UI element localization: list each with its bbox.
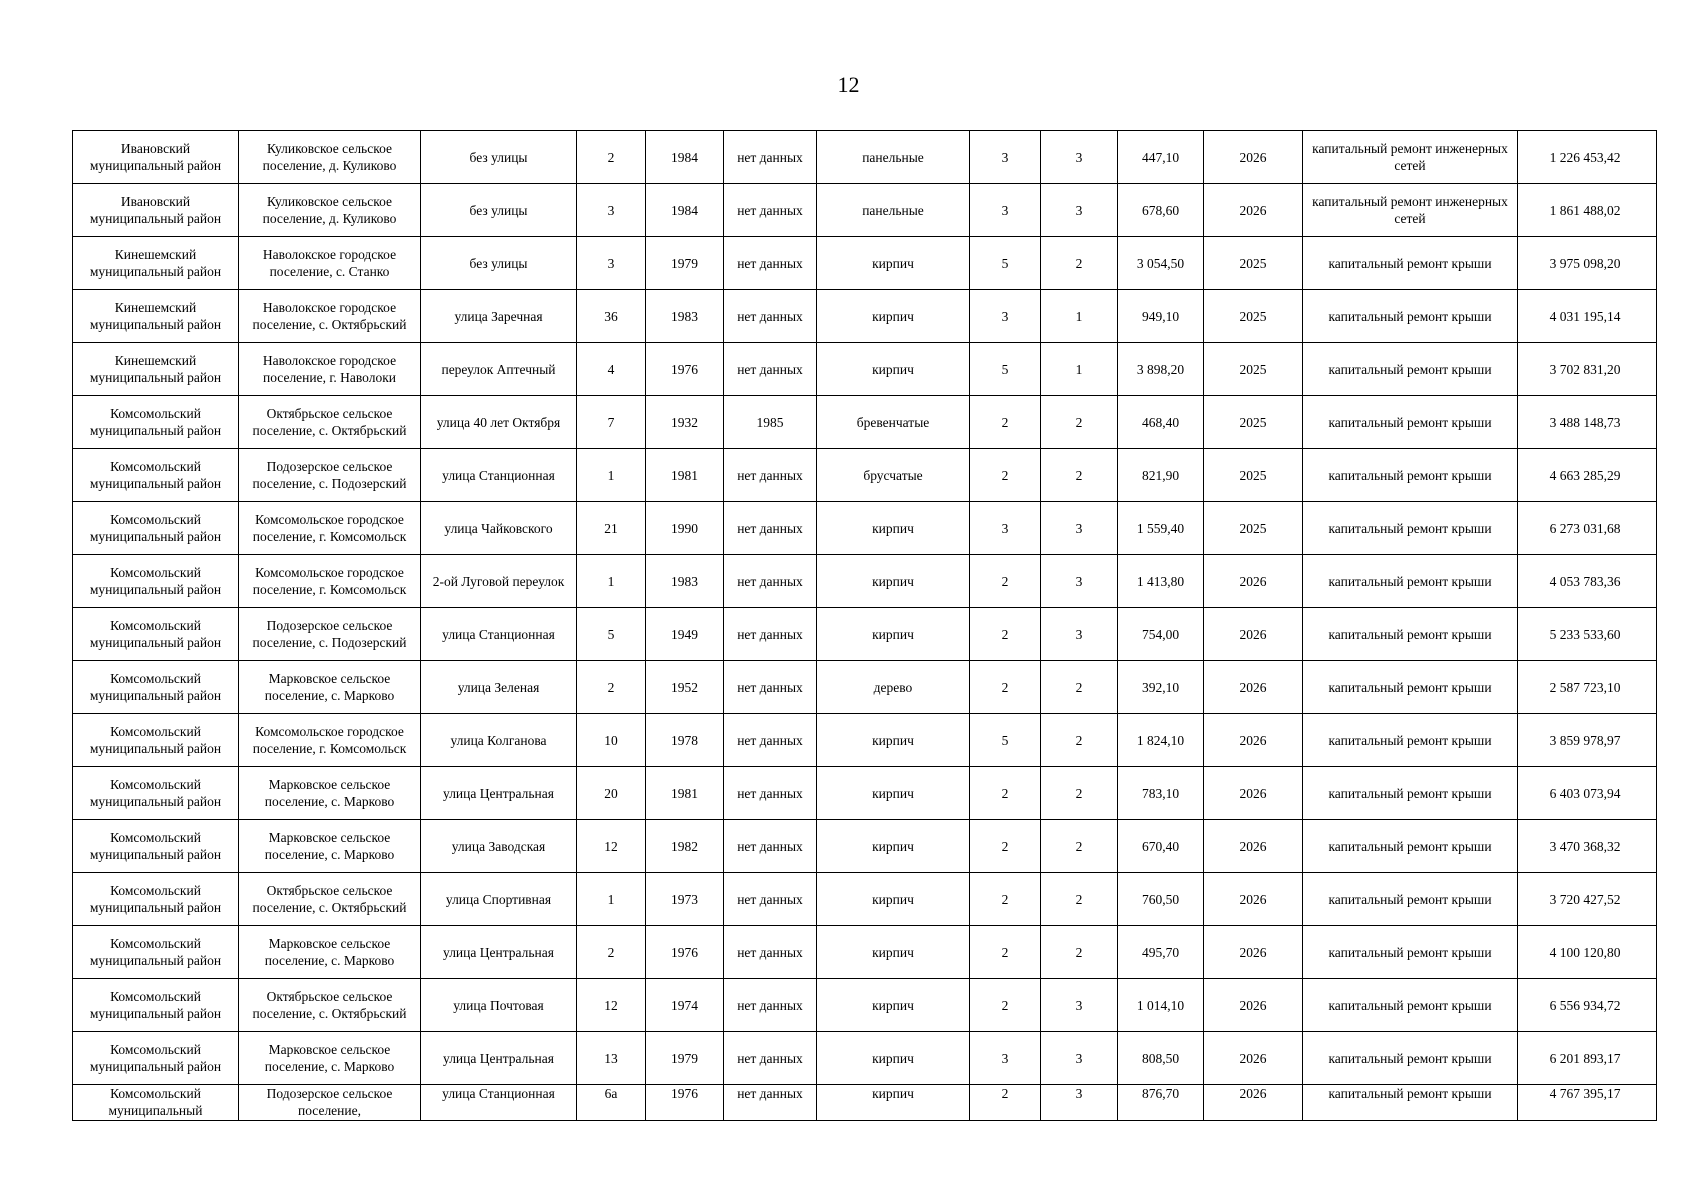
cell-municipal-district: Комсомольский муниципальный район xyxy=(73,449,239,502)
cell-planned-year: 2026 xyxy=(1204,926,1303,979)
table-row xyxy=(73,555,1657,608)
table-body xyxy=(73,131,1657,1121)
cell-amount: 4 767 395,17 xyxy=(1518,1085,1657,1121)
cell-settlement: Куликовское сельское поселение, д. Куликово xyxy=(239,131,421,184)
table-row xyxy=(73,502,1657,555)
cell-entrances: 1 xyxy=(1041,343,1118,396)
cell-settlement: Комсомольское городское поселение, г. Комсомольск xyxy=(239,502,421,555)
cell-year-renovated: нет данных xyxy=(724,820,817,873)
cell-area: 495,70 xyxy=(1118,926,1204,979)
cell-wall-material: брусчатые xyxy=(817,449,970,502)
cell-amount: 6 273 031,68 xyxy=(1518,502,1657,555)
cell-floors: 2 xyxy=(970,661,1041,714)
cell-house-number: 10 xyxy=(577,714,646,767)
cell-floors: 2 xyxy=(970,767,1041,820)
cell-settlement: Октябрьское сельское поселение, с. Октябрьский xyxy=(239,979,421,1032)
cell-work-type: капитальный ремонт крыши xyxy=(1303,767,1518,820)
table-row xyxy=(73,979,1657,1032)
cell-municipal-district: Ивановский муниципальный район xyxy=(73,131,239,184)
cell-year-built: 1976 xyxy=(646,343,724,396)
cell-planned-year: 2025 xyxy=(1204,290,1303,343)
cell-area: 760,50 xyxy=(1118,873,1204,926)
cell-street: улица 40 лет Октября xyxy=(421,396,577,449)
cell-year-renovated: нет данных xyxy=(724,873,817,926)
cell-house-number: 3 xyxy=(577,184,646,237)
cell-settlement: Комсомольское городское поселение, г. Комсомольск xyxy=(239,555,421,608)
table-row xyxy=(73,767,1657,820)
cell-work-type: капитальный ремонт крыши xyxy=(1303,237,1518,290)
cell-planned-year: 2026 xyxy=(1204,1032,1303,1085)
cell-house-number: 2 xyxy=(577,926,646,979)
table-row xyxy=(73,926,1657,979)
cell-house-number: 1 xyxy=(577,555,646,608)
cell-work-type: капитальный ремонт крыши xyxy=(1303,979,1518,1032)
cell-amount: 4 663 285,29 xyxy=(1518,449,1657,502)
cell-street: улица Центральная xyxy=(421,926,577,979)
cell-area: 876,70 xyxy=(1118,1085,1204,1121)
cell-year-renovated: нет данных xyxy=(724,290,817,343)
cell-planned-year: 2026 xyxy=(1204,714,1303,767)
cell-entrances: 3 xyxy=(1041,131,1118,184)
table-row xyxy=(73,131,1657,184)
cell-work-type: капитальный ремонт крыши xyxy=(1303,926,1518,979)
cell-year-renovated: 1985 xyxy=(724,396,817,449)
cell-municipal-district: Комсомольский муниципальный район xyxy=(73,767,239,820)
cell-work-type: капитальный ремонт крыши xyxy=(1303,449,1518,502)
cell-year-built: 1983 xyxy=(646,555,724,608)
cell-area: 468,40 xyxy=(1118,396,1204,449)
cell-wall-material: кирпич xyxy=(817,608,970,661)
cell-floors: 2 xyxy=(970,979,1041,1032)
cell-area: 3 054,50 xyxy=(1118,237,1204,290)
cell-street: улица Спортивная xyxy=(421,873,577,926)
cell-street: без улицы xyxy=(421,131,577,184)
cell-amount: 3 488 148,73 xyxy=(1518,396,1657,449)
cell-work-type: капитальный ремонт крыши xyxy=(1303,396,1518,449)
cell-amount: 1 226 453,42 xyxy=(1518,131,1657,184)
cell-area: 1 014,10 xyxy=(1118,979,1204,1032)
table-row xyxy=(73,237,1657,290)
cell-house-number: 5 xyxy=(577,608,646,661)
cell-settlement: Наволокское городское поселение, с. Октябрьский xyxy=(239,290,421,343)
cell-planned-year: 2026 xyxy=(1204,661,1303,714)
cell-municipal-district: Комсомольский муниципальный район xyxy=(73,502,239,555)
table-row xyxy=(73,184,1657,237)
cell-planned-year: 2026 xyxy=(1204,1085,1303,1121)
cell-planned-year: 2025 xyxy=(1204,343,1303,396)
cell-year-renovated: нет данных xyxy=(724,343,817,396)
cell-area: 754,00 xyxy=(1118,608,1204,661)
cell-street: улица Станционная xyxy=(421,608,577,661)
cell-amount: 6 403 073,94 xyxy=(1518,767,1657,820)
cell-amount: 3 859 978,97 xyxy=(1518,714,1657,767)
table-row xyxy=(73,343,1657,396)
cell-amount: 4 031 195,14 xyxy=(1518,290,1657,343)
cell-work-type: капитальный ремонт крыши xyxy=(1303,661,1518,714)
cell-entrances: 2 xyxy=(1041,661,1118,714)
cell-entrances: 2 xyxy=(1041,767,1118,820)
cell-year-built: 1979 xyxy=(646,1032,724,1085)
cell-entrances: 2 xyxy=(1041,714,1118,767)
cell-amount: 3 720 427,52 xyxy=(1518,873,1657,926)
cell-area: 783,10 xyxy=(1118,767,1204,820)
cell-planned-year: 2026 xyxy=(1204,873,1303,926)
cell-settlement: Марковское сельское поселение, с. Марково xyxy=(239,661,421,714)
cell-wall-material: кирпич xyxy=(817,290,970,343)
cell-year-built: 1981 xyxy=(646,449,724,502)
cell-year-built: 1976 xyxy=(646,926,724,979)
cell-street: улица Станционная xyxy=(421,1085,577,1121)
cell-municipal-district: Комсомольский муниципальный район xyxy=(73,1032,239,1085)
cell-municipal-district: Комсомольский муниципальный район xyxy=(73,396,239,449)
cell-entrances: 2 xyxy=(1041,873,1118,926)
cell-municipal-district: Комсомольский муниципальный xyxy=(73,1085,239,1121)
housing-registry-table xyxy=(72,130,1657,1121)
cell-area: 447,10 xyxy=(1118,131,1204,184)
table-row xyxy=(73,608,1657,661)
cell-entrances: 1 xyxy=(1041,290,1118,343)
cell-wall-material: кирпич xyxy=(817,714,970,767)
cell-settlement: Подозерское сельское поселение, с. Подозерский xyxy=(239,608,421,661)
cell-entrances: 2 xyxy=(1041,926,1118,979)
cell-floors: 3 xyxy=(970,131,1041,184)
cell-year-built: 1982 xyxy=(646,820,724,873)
cell-floors: 2 xyxy=(970,873,1041,926)
cell-house-number: 1 xyxy=(577,449,646,502)
table-row xyxy=(73,396,1657,449)
cell-entrances: 2 xyxy=(1041,396,1118,449)
cell-house-number: 21 xyxy=(577,502,646,555)
cell-settlement: Комсомольское городское поселение, г. Комсомольск xyxy=(239,714,421,767)
cell-amount: 6 556 934,72 xyxy=(1518,979,1657,1032)
cell-street: без улицы xyxy=(421,184,577,237)
cell-house-number: 36 xyxy=(577,290,646,343)
cell-wall-material: кирпич xyxy=(817,1032,970,1085)
cell-municipal-district: Комсомольский муниципальный район xyxy=(73,926,239,979)
cell-settlement: Наволокское городское поселение, с. Станко xyxy=(239,237,421,290)
cell-work-type: капитальный ремонт инженерных сетей xyxy=(1303,131,1518,184)
cell-floors: 3 xyxy=(970,1032,1041,1085)
cell-floors: 3 xyxy=(970,290,1041,343)
cell-settlement: Октябрьское сельское поселение, с. Октябрьский xyxy=(239,873,421,926)
cell-municipal-district: Комсомольский муниципальный район xyxy=(73,555,239,608)
cell-wall-material: дерево xyxy=(817,661,970,714)
cell-municipal-district: Комсомольский муниципальный район xyxy=(73,873,239,926)
cell-work-type: капитальный ремонт крыши xyxy=(1303,873,1518,926)
cell-municipal-district: Кинешемский муниципальный район xyxy=(73,290,239,343)
cell-floors: 2 xyxy=(970,926,1041,979)
cell-wall-material: кирпич xyxy=(817,1085,970,1121)
cell-entrances: 3 xyxy=(1041,1032,1118,1085)
cell-area: 1 559,40 xyxy=(1118,502,1204,555)
cell-entrances: 2 xyxy=(1041,820,1118,873)
cell-year-renovated: нет данных xyxy=(724,926,817,979)
cell-municipal-district: Комсомольский муниципальный район xyxy=(73,820,239,873)
cell-entrances: 3 xyxy=(1041,184,1118,237)
cell-wall-material: кирпич xyxy=(817,820,970,873)
cell-planned-year: 2025 xyxy=(1204,396,1303,449)
cell-year-renovated: нет данных xyxy=(724,608,817,661)
cell-wall-material: кирпич xyxy=(817,979,970,1032)
cell-year-renovated: нет данных xyxy=(724,555,817,608)
cell-year-built: 1984 xyxy=(646,131,724,184)
cell-wall-material: кирпич xyxy=(817,767,970,820)
cell-street: улица Центральная xyxy=(421,767,577,820)
table-row xyxy=(73,820,1657,873)
cell-municipal-district: Ивановский муниципальный район xyxy=(73,184,239,237)
table-row xyxy=(73,290,1657,343)
cell-floors: 5 xyxy=(970,714,1041,767)
cell-planned-year: 2026 xyxy=(1204,555,1303,608)
cell-planned-year: 2025 xyxy=(1204,237,1303,290)
cell-year-renovated: нет данных xyxy=(724,714,817,767)
cell-area: 1 413,80 xyxy=(1118,555,1204,608)
cell-street: улица Заречная xyxy=(421,290,577,343)
cell-house-number: 1 xyxy=(577,873,646,926)
cell-house-number: 6а xyxy=(577,1085,646,1121)
cell-amount: 6 201 893,17 xyxy=(1518,1032,1657,1085)
cell-wall-material: кирпич xyxy=(817,926,970,979)
cell-amount: 5 233 533,60 xyxy=(1518,608,1657,661)
cell-amount: 4 100 120,80 xyxy=(1518,926,1657,979)
cell-street: переулок Аптечный xyxy=(421,343,577,396)
cell-floors: 2 xyxy=(970,1085,1041,1121)
cell-year-built: 1976 xyxy=(646,1085,724,1121)
cell-planned-year: 2026 xyxy=(1204,820,1303,873)
cell-year-renovated: нет данных xyxy=(724,184,817,237)
cell-amount: 3 975 098,20 xyxy=(1518,237,1657,290)
cell-municipal-district: Кинешемский муниципальный район xyxy=(73,343,239,396)
cell-house-number: 20 xyxy=(577,767,646,820)
cell-house-number: 2 xyxy=(577,661,646,714)
cell-entrances: 2 xyxy=(1041,449,1118,502)
cell-area: 821,90 xyxy=(1118,449,1204,502)
cell-wall-material: панельные xyxy=(817,184,970,237)
cell-year-built: 1974 xyxy=(646,979,724,1032)
cell-street: улица Центральная xyxy=(421,1032,577,1085)
cell-settlement: Подозерское сельское поселение, с. Подозерский xyxy=(239,449,421,502)
cell-area: 670,40 xyxy=(1118,820,1204,873)
cell-amount: 1 861 488,02 xyxy=(1518,184,1657,237)
cell-planned-year: 2026 xyxy=(1204,608,1303,661)
cell-year-renovated: нет данных xyxy=(724,767,817,820)
cell-settlement: Марковское сельское поселение, с. Марково xyxy=(239,926,421,979)
cell-entrances: 3 xyxy=(1041,608,1118,661)
cell-house-number: 2 xyxy=(577,131,646,184)
cell-planned-year: 2026 xyxy=(1204,979,1303,1032)
cell-wall-material: кирпич xyxy=(817,343,970,396)
cell-planned-year: 2026 xyxy=(1204,184,1303,237)
cell-work-type: капитальный ремонт инженерных сетей xyxy=(1303,184,1518,237)
cell-street: улица Колганова xyxy=(421,714,577,767)
cell-planned-year: 2025 xyxy=(1204,502,1303,555)
cell-settlement: Куликовское сельское поселение, д. Куликово xyxy=(239,184,421,237)
cell-work-type: капитальный ремонт крыши xyxy=(1303,1085,1518,1121)
cell-street: улица Станционная xyxy=(421,449,577,502)
cell-house-number: 3 xyxy=(577,237,646,290)
cell-municipal-district: Комсомольский муниципальный район xyxy=(73,608,239,661)
cell-amount: 3 470 368,32 xyxy=(1518,820,1657,873)
cell-planned-year: 2025 xyxy=(1204,449,1303,502)
table-row xyxy=(73,661,1657,714)
cell-floors: 5 xyxy=(970,237,1041,290)
cell-wall-material: кирпич xyxy=(817,555,970,608)
cell-street: 2-ой Луговой переулок xyxy=(421,555,577,608)
table-row xyxy=(73,1032,1657,1085)
cell-street: улица Заводская xyxy=(421,820,577,873)
page-number: 12 xyxy=(837,72,860,97)
cell-planned-year: 2026 xyxy=(1204,131,1303,184)
cell-amount: 2 587 723,10 xyxy=(1518,661,1657,714)
cell-house-number: 13 xyxy=(577,1032,646,1085)
cell-floors: 5 xyxy=(970,343,1041,396)
cell-floors: 3 xyxy=(970,184,1041,237)
cell-municipal-district: Кинешемский муниципальный район xyxy=(73,237,239,290)
cell-year-built: 1973 xyxy=(646,873,724,926)
cell-wall-material: панельные xyxy=(817,131,970,184)
cell-settlement: Марковское сельское поселение, с. Марково xyxy=(239,767,421,820)
cell-settlement: Подозерское сельское поселение, xyxy=(239,1085,421,1121)
cell-settlement: Марковское сельское поселение, с. Марково xyxy=(239,1032,421,1085)
cell-year-renovated: нет данных xyxy=(724,449,817,502)
cell-amount: 4 053 783,36 xyxy=(1518,555,1657,608)
cell-area: 678,60 xyxy=(1118,184,1204,237)
cell-area: 392,10 xyxy=(1118,661,1204,714)
cell-house-number: 7 xyxy=(577,396,646,449)
table-row xyxy=(73,1085,1657,1121)
cell-year-renovated: нет данных xyxy=(724,661,817,714)
table-row xyxy=(73,714,1657,767)
cell-municipal-district: Комсомольский муниципальный район xyxy=(73,979,239,1032)
cell-work-type: капитальный ремонт крыши xyxy=(1303,608,1518,661)
cell-street: без улицы xyxy=(421,237,577,290)
cell-house-number: 12 xyxy=(577,820,646,873)
table-row xyxy=(73,449,1657,502)
cell-work-type: капитальный ремонт крыши xyxy=(1303,502,1518,555)
cell-year-built: 1979 xyxy=(646,237,724,290)
cell-floors: 2 xyxy=(970,449,1041,502)
cell-work-type: капитальный ремонт крыши xyxy=(1303,290,1518,343)
cell-street: улица Чайковского xyxy=(421,502,577,555)
cell-house-number: 4 xyxy=(577,343,646,396)
cell-settlement: Марковское сельское поселение, с. Марково xyxy=(239,820,421,873)
cell-planned-year: 2026 xyxy=(1204,767,1303,820)
cell-municipal-district: Комсомольский муниципальный район xyxy=(73,714,239,767)
cell-floors: 2 xyxy=(970,608,1041,661)
cell-year-renovated: нет данных xyxy=(724,1032,817,1085)
cell-work-type: капитальный ремонт крыши xyxy=(1303,555,1518,608)
cell-work-type: капитальный ремонт крыши xyxy=(1303,343,1518,396)
cell-entrances: 3 xyxy=(1041,979,1118,1032)
cell-area: 1 824,10 xyxy=(1118,714,1204,767)
cell-year-built: 1981 xyxy=(646,767,724,820)
cell-wall-material: кирпич xyxy=(817,502,970,555)
cell-amount: 3 702 831,20 xyxy=(1518,343,1657,396)
cell-year-built: 1990 xyxy=(646,502,724,555)
cell-floors: 2 xyxy=(970,396,1041,449)
cell-floors: 2 xyxy=(970,820,1041,873)
cell-floors: 3 xyxy=(970,502,1041,555)
cell-year-built: 1983 xyxy=(646,290,724,343)
cell-entrances: 3 xyxy=(1041,502,1118,555)
cell-year-renovated: нет данных xyxy=(724,237,817,290)
cell-wall-material: кирпич xyxy=(817,237,970,290)
cell-house-number: 12 xyxy=(577,979,646,1032)
cell-area: 808,50 xyxy=(1118,1032,1204,1085)
cell-year-built: 1932 xyxy=(646,396,724,449)
cell-area: 3 898,20 xyxy=(1118,343,1204,396)
cell-work-type: капитальный ремонт крыши xyxy=(1303,714,1518,767)
cell-year-renovated: нет данных xyxy=(724,979,817,1032)
cell-municipal-district: Комсомольский муниципальный район xyxy=(73,661,239,714)
cell-floors: 2 xyxy=(970,555,1041,608)
cell-year-built: 1978 xyxy=(646,714,724,767)
cell-year-renovated: нет данных xyxy=(724,1085,817,1121)
cell-year-renovated: нет данных xyxy=(724,131,817,184)
cell-settlement: Октябрьское сельское поселение, с. Октябрьский xyxy=(239,396,421,449)
cell-settlement: Наволокское городское поселение, г. Наволоки xyxy=(239,343,421,396)
cell-year-renovated: нет данных xyxy=(724,502,817,555)
cell-entrances: 2 xyxy=(1041,237,1118,290)
cell-work-type: капитальный ремонт крыши xyxy=(1303,820,1518,873)
cell-year-built: 1949 xyxy=(646,608,724,661)
cell-year-built: 1984 xyxy=(646,184,724,237)
cell-street: улица Зеленая xyxy=(421,661,577,714)
cell-entrances: 3 xyxy=(1041,1085,1118,1121)
cell-year-built: 1952 xyxy=(646,661,724,714)
cell-work-type: капитальный ремонт крыши xyxy=(1303,1032,1518,1085)
cell-wall-material: бревенчатые xyxy=(817,396,970,449)
cell-area: 949,10 xyxy=(1118,290,1204,343)
cell-entrances: 3 xyxy=(1041,555,1118,608)
table-row xyxy=(73,873,1657,926)
cell-wall-material: кирпич xyxy=(817,873,970,926)
cell-street: улица Почтовая xyxy=(421,979,577,1032)
